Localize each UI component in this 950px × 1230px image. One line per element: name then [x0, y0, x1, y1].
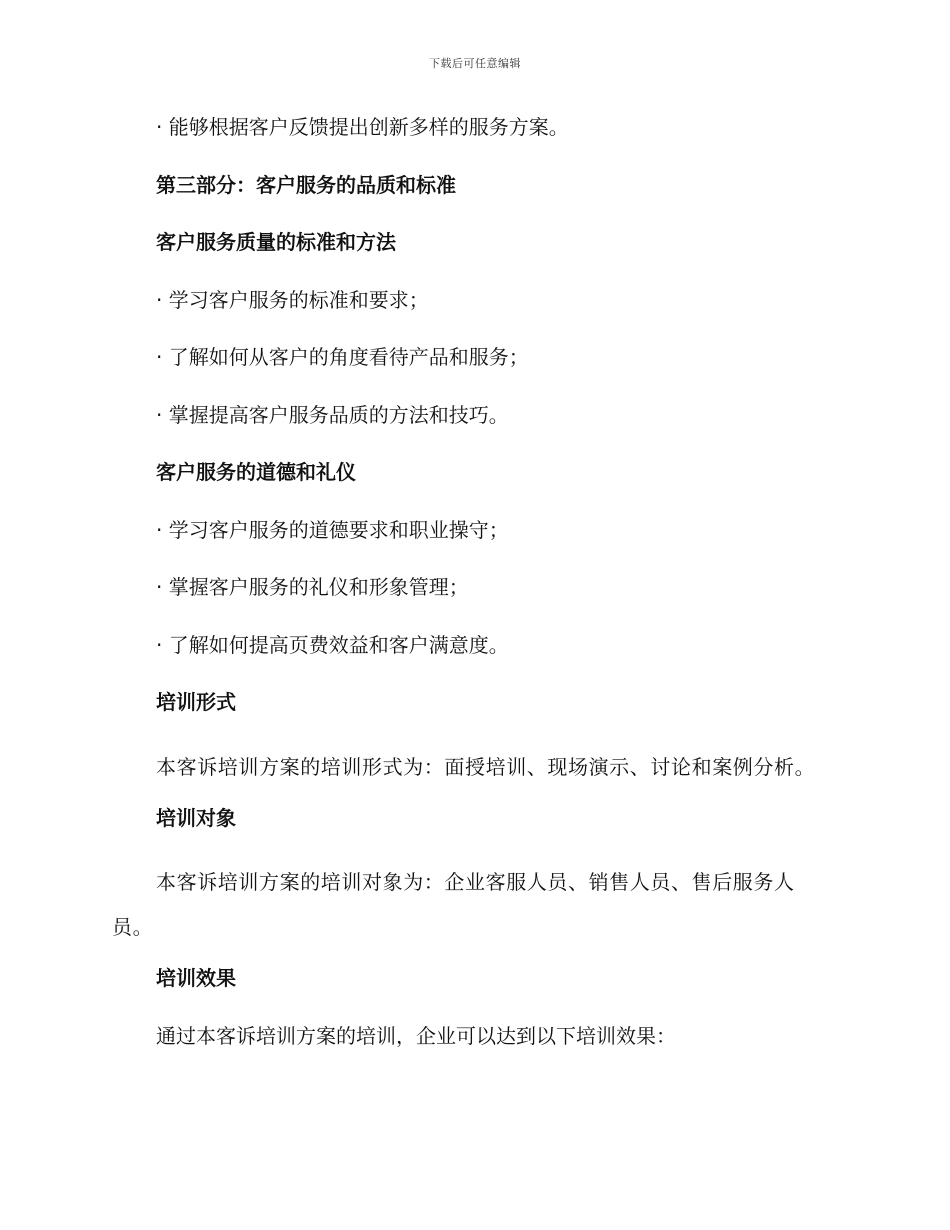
bullet-item: · 了解如何从客户的角度看待产品和服务； [156, 345, 529, 369]
body-paragraph: 本客诉培训方案的培训形式为：面授培训、现场演示、讨论和案例分析。 [156, 754, 816, 779]
subsection-heading: 培训形式 [156, 690, 236, 714]
bullet-item: · 了解如何提高页费效益和客户满意度。 [156, 632, 509, 657]
subsection-heading: 培训对象 [156, 805, 236, 830]
bullet-item: · 掌握客户服务的礼仪和形象管理； [156, 575, 469, 599]
document-body [112, 112, 832, 1078]
section-heading: 第三部分：客户服务的品质和标准 [156, 172, 456, 197]
bullet-item: · 学习客户服务的标准和要求； [156, 287, 429, 312]
page-header: 下载后可任意编辑 [429, 57, 521, 70]
bullet-item: · 能够根据客户反馈提出创新多样的服务方案。 [156, 115, 569, 139]
body-line: 通过本客诉培训方案的培训，企业可以达到以下培训效果： [156, 1023, 676, 1048]
body-paragraph: 本客诉培训方案的培训对象为：企业客服人员、销售人员、售后服务人员。 [112, 870, 795, 939]
subsection-heading: 培训效果 [156, 966, 236, 990]
bullet-item: · 掌握提高客户服务品质的方法和技巧。 [156, 402, 509, 427]
bullet-item: · 学习客户服务的道德要求和职业操守； [156, 517, 509, 542]
subsection-heading: 客户服务的道德和礼仪 [156, 460, 356, 484]
subsection-heading: 客户服务质量的标准和方法 [156, 230, 396, 254]
